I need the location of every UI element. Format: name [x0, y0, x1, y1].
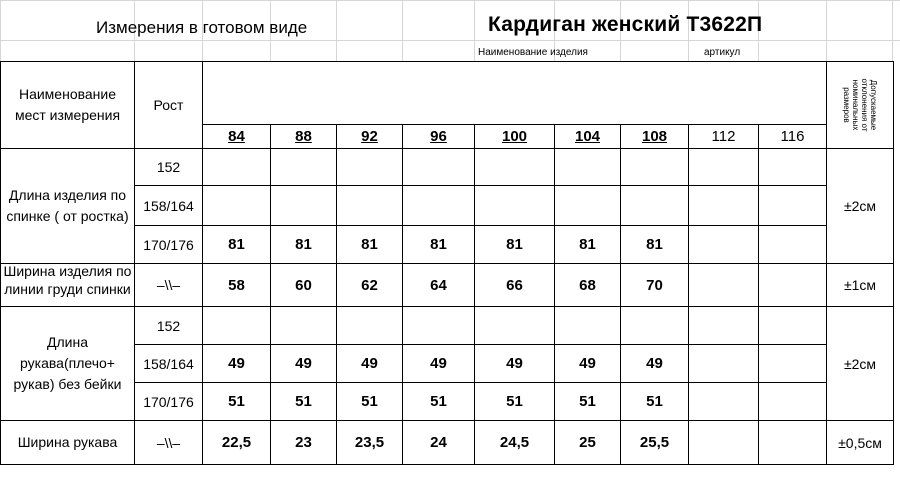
tolerance-header-text: Допускаемые отклонения от номинальных размеров: [842, 78, 879, 132]
value-cell: 81: [271, 226, 337, 264]
value-cell: 81: [475, 226, 555, 264]
col-header-height: Рост: [135, 62, 203, 149]
value-cell: 51: [271, 383, 337, 421]
height-cell: 170/176: [135, 226, 203, 264]
value-cell: 24: [403, 421, 475, 465]
value-cell: [475, 307, 555, 345]
value-cell: [271, 186, 337, 226]
value-cell: [689, 264, 759, 307]
measurement-table: [0, 61, 894, 465]
value-cell: 49: [621, 345, 689, 383]
size-header-88: 88: [271, 124, 337, 148]
value-cell: 81: [403, 226, 475, 264]
measurement-name-text: Длина рукава(плечо+ рукав) без бейки: [13, 334, 122, 392]
height-cell: 152: [135, 307, 203, 345]
value-cell: [759, 307, 827, 345]
value-cell: 51: [337, 383, 403, 421]
value-cell: [337, 149, 403, 186]
value-cell: [759, 264, 827, 307]
value-cell: [689, 226, 759, 264]
value-cell: [621, 186, 689, 226]
value-cell: 51: [621, 383, 689, 421]
value-cell: [759, 149, 827, 186]
value-cell: [689, 186, 759, 226]
value-cell: 66: [475, 264, 555, 307]
size-header-96: 96: [403, 124, 475, 148]
value-cell: [689, 149, 759, 186]
table-row: [1, 226, 894, 264]
value-cell: [621, 149, 689, 186]
value-cell: [475, 186, 555, 226]
article-caption: артикул: [704, 47, 741, 58]
value-cell: [759, 186, 827, 226]
value-cell: 23,5: [337, 421, 403, 465]
measurement-name: [1, 421, 135, 465]
value-cell: 51: [403, 383, 475, 421]
value-cell: 81: [337, 226, 403, 264]
size-header-92: 92: [337, 124, 403, 148]
value-cell: 23: [271, 421, 337, 465]
sheet-title-left: Измерения в готовом виде: [96, 18, 308, 37]
value-cell: 64: [403, 264, 475, 307]
height-cell: 170/176: [135, 383, 203, 421]
value-cell: 81: [203, 226, 271, 264]
col-header-measurement-place: Наименование мест измерения: [1, 62, 135, 149]
value-cell: [337, 186, 403, 226]
value-cell: [403, 186, 475, 226]
value-cell: 49: [271, 345, 337, 383]
measurement-name-text: Ширина изделия по линии груди спинки: [3, 263, 132, 297]
value-cell: 49: [337, 345, 403, 383]
value-cell: [759, 226, 827, 264]
value-cell: 68: [555, 264, 621, 307]
value-cell: [203, 149, 271, 186]
value-cell: 49: [403, 345, 475, 383]
value-cell: [403, 307, 475, 345]
value-cell: 81: [621, 226, 689, 264]
value-cell: [555, 186, 621, 226]
value-cell: [271, 307, 337, 345]
value-cell: [555, 307, 621, 345]
value-cell: 49: [203, 345, 271, 383]
value-cell: 51: [475, 383, 555, 421]
measurement-name: [1, 307, 135, 421]
size-header-112: 112: [689, 124, 759, 148]
tolerance-cell: ±2см: [827, 149, 894, 264]
value-cell: 24,5: [475, 421, 555, 465]
size-header-108: 108: [621, 124, 689, 148]
height-cell: 158/164: [135, 186, 203, 226]
value-cell: 25: [555, 421, 621, 465]
tolerance-cell: ±1см: [827, 264, 894, 307]
value-cell: [403, 149, 475, 186]
value-cell: [203, 186, 271, 226]
height-cell: –\\–: [135, 421, 203, 465]
table-row: [1, 149, 894, 186]
value-cell: 58: [203, 264, 271, 307]
value-cell: [759, 383, 827, 421]
value-cell: [689, 345, 759, 383]
value-cell: [271, 149, 337, 186]
value-cell: 70: [621, 264, 689, 307]
measurement-name-text: Длина изделия по спинке ( от ростка): [6, 187, 129, 224]
table-row: [1, 264, 894, 307]
value-cell: [203, 307, 271, 345]
table-row: [1, 186, 894, 226]
measurement-name: [1, 149, 135, 264]
product-title: Кардиган женский Т3622П: [488, 13, 763, 36]
value-cell: 81: [555, 226, 621, 264]
value-cell: [759, 345, 827, 383]
size-header-104: 104: [555, 124, 621, 148]
value-cell: [759, 421, 827, 465]
value-cell: 51: [555, 383, 621, 421]
height-cell: 152: [135, 149, 203, 186]
product-name-caption: Наименование изделия: [478, 47, 588, 58]
height-cell: –\\–: [135, 264, 203, 307]
value-cell: [689, 383, 759, 421]
value-cell: [689, 307, 759, 345]
value-cell: 62: [337, 264, 403, 307]
value-cell: [555, 149, 621, 186]
value-cell: 22,5: [203, 421, 271, 465]
value-cell: 51: [203, 383, 271, 421]
tolerance-cell: ±0,5см: [827, 421, 894, 465]
value-cell: [689, 421, 759, 465]
value-cell: 60: [271, 264, 337, 307]
value-cell: [475, 149, 555, 186]
tolerance-cell: ±2см: [827, 307, 894, 421]
measurement-name: [1, 264, 135, 307]
height-cell: 158/164: [135, 345, 203, 383]
table-row: [1, 345, 894, 383]
size-header-84: 84: [203, 124, 271, 148]
value-cell: 49: [555, 345, 621, 383]
size-header-116: 116: [759, 124, 827, 148]
value-cell: [621, 307, 689, 345]
table-row: [1, 421, 894, 465]
value-cell: 25,5: [621, 421, 689, 465]
size-header-100: 100: [475, 124, 555, 148]
value-cell: [337, 307, 403, 345]
size-group-header: [203, 62, 827, 125]
col-header-tolerance: [827, 62, 894, 149]
value-cell: 49: [475, 345, 555, 383]
measurement-name-text: Ширина рукава: [17, 434, 118, 450]
table-row: [1, 383, 894, 421]
table-row: [1, 307, 894, 345]
